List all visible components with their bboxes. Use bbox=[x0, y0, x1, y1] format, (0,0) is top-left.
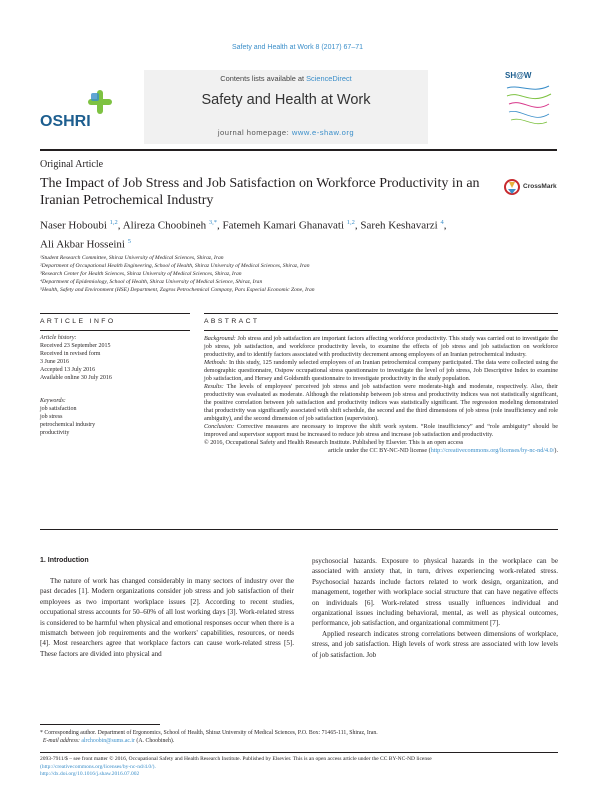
section-rule bbox=[204, 313, 558, 314]
section-rule bbox=[40, 529, 558, 530]
history-item: Available online 30 July 2016 bbox=[40, 375, 112, 381]
license-prefix: article under the CC BY-NC-ND license ( bbox=[328, 448, 431, 454]
affiliation: ⁵Health, Safety and Environment (HSE) Department, Zagros Petrochemical Company, Pars Especial Economic Zone, Iran bbox=[40, 287, 315, 293]
shaw-cover-logo bbox=[499, 70, 557, 136]
body-column-left bbox=[40, 576, 294, 659]
introduction-heading: 1. Introduction bbox=[40, 557, 89, 564]
author-affiliation-marker[interactable]: 3,* bbox=[208, 219, 217, 226]
email-suffix: (A. Choobineh). bbox=[134, 738, 175, 744]
history-item: Received 23 September 2015 bbox=[40, 343, 111, 349]
abstract-results bbox=[204, 383, 558, 423]
article-title: The Impact of Job Stress and Job Satisfaction on Workforce Productivity in an Iranian Petrochemical Industry bbox=[40, 176, 480, 208]
author[interactable]: Ali Akbar Hosseini bbox=[40, 238, 125, 251]
article-history bbox=[40, 334, 190, 382]
masthead-banner bbox=[144, 70, 428, 144]
affiliation: ¹Student Research Committee, Shiraz University of Medical Sciences, Shiraz, Iran bbox=[40, 255, 224, 261]
affiliation: ⁴Department of Epidemiology, School of Health, Shiraz University of Medical Science, Shiraz, Iran bbox=[40, 279, 263, 285]
keyword: job satisfaction bbox=[40, 406, 77, 412]
abstract-heading: ABSTRACT bbox=[204, 318, 260, 325]
article-info-heading: ARTICLE INFO bbox=[40, 318, 116, 325]
license-suffix: ). bbox=[554, 448, 558, 454]
author-affiliation-marker[interactable]: 5 bbox=[127, 237, 131, 245]
contents-prefix: Contents lists available at bbox=[220, 74, 307, 83]
journal-reference[interactable]: Safety and Health at Work 8 (2017) 67–71 bbox=[231, 44, 363, 51]
author[interactable]: Naser Hoboubi bbox=[40, 219, 107, 232]
homepage-line bbox=[144, 128, 428, 137]
abstract-text: Corrective measures are necessary to improve the shift work system. “Role insufficiency” and “role ambiguity” should be improved and supervisor support must be increased to reduce job stress and increase job satisfaction and productivity. bbox=[204, 424, 558, 438]
keywords-label: Keywords: bbox=[40, 398, 66, 404]
corresponding-author: * Corresponding author. Department of Ergonomics, School of Health, Shiraz University of Medical Sciences, P.O. Box: 71465-111, Shiraz, Iran. bbox=[40, 730, 378, 736]
copyright-block bbox=[40, 756, 560, 779]
abstract-label: Methods: bbox=[204, 360, 228, 366]
abstract-label: Results: bbox=[204, 384, 224, 390]
affiliation: ²Department of Occupational Health Engineering, School of Health, Shiraz University of Medical Sciences, Shiraz, Iran bbox=[40, 263, 310, 269]
corresponding-author-footnote bbox=[40, 729, 560, 745]
history-item: Received in revised form bbox=[40, 351, 101, 357]
crossmark-label: CrossMark bbox=[523, 183, 557, 190]
abstract-label: Background: bbox=[204, 336, 236, 342]
crossmark-icon bbox=[504, 178, 520, 198]
license-line bbox=[204, 447, 558, 455]
masthead-rule bbox=[40, 149, 557, 151]
keyword: petrochemical industry bbox=[40, 422, 96, 428]
license-link[interactable]: (http://creativecommons.org/licenses/by-nc-nd/4.0/). bbox=[40, 763, 156, 770]
body-paragraph: Applied research indicates strong correlations between dimensions of workplace, stress, and job satisfaction. High levels of work stress are associated with low levels of job satisfaction. Job bbox=[312, 629, 558, 659]
abstract-methods bbox=[204, 359, 558, 383]
oshri-logo bbox=[40, 88, 120, 132]
abstract-body bbox=[204, 335, 558, 455]
section-rule bbox=[204, 330, 558, 331]
affiliation: ³Research Center for Health Sciences, Shiraz University of Medical Sciences, Shiraz, Iran bbox=[40, 271, 242, 277]
abstract-copyright: © 2016, Occupational Safety and Health Research Institute. Published by Elsevier. This is an open access bbox=[204, 440, 464, 446]
abstract-text: In this study, 125 randomly selected employees of an Iranian petrochemical company participated. The data were collected using the demographic questionnaire, Osipow occupational stress questionnaire to investigate the level of job stress, Job Descriptive Index to examine job satisfaction, and Hersey and Goldsmith questionnaire to investigate productivity in the study population. bbox=[204, 360, 558, 382]
homepage-link[interactable]: www.e-shaw.org bbox=[291, 128, 355, 137]
affiliations bbox=[40, 254, 555, 294]
crossmark-button[interactable] bbox=[504, 178, 564, 200]
article-type: Original Article bbox=[40, 159, 104, 170]
body-column-right bbox=[312, 556, 558, 660]
email-line bbox=[40, 737, 560, 745]
abstract-label: Conclusion: bbox=[204, 424, 235, 430]
license-link[interactable]: http://creativecommons.org/licenses/by-nc-nd/4.0/ bbox=[430, 448, 555, 454]
footnote-rule bbox=[40, 724, 160, 725]
email-link[interactable]: alrchoobin@sums.ac.ir bbox=[81, 738, 135, 744]
author-affiliation-marker[interactable]: 1,2 bbox=[109, 219, 118, 226]
shaw-logo-text: SH@W bbox=[505, 71, 532, 80]
history-item: 3 June 2016 bbox=[40, 359, 69, 365]
author-affiliation-marker[interactable]: 4 bbox=[440, 219, 444, 226]
section-rule bbox=[40, 330, 190, 331]
abstract-conclusion bbox=[204, 423, 558, 439]
keyword: job stress bbox=[40, 414, 63, 420]
sciencedirect-link[interactable]: ScienceDirect bbox=[306, 74, 352, 83]
email-label: E-mail address: bbox=[42, 738, 82, 744]
doi-link[interactable]: http://dx.doi.org/10.1016/j.shaw.2016.07.002 bbox=[40, 771, 140, 778]
body-paragraph: The nature of work has changed considerably in many sectors of industry over the past decades [1]. Modern organizations consider job stress and job satisfaction of their employees as two important workplace issues [2]. According to recent studies, occupational stress accounts for 50–60% of all lost working days [3]. Work-related stress is considered to be harmful when physical and emotional responses occur when there is a mismatch between job requirements and the workers' capabilities, resources, or needs [4]. Most researchers agree that workplace factors can cause work-related stress [5]. These factors are divided into physical and bbox=[40, 577, 294, 658]
keyword: productivity bbox=[40, 430, 70, 436]
bottom-rule bbox=[40, 752, 558, 753]
body-paragraph: psychosocial hazards. Exposure to physical hazards in the workplace can be associated with anxiety that, in turn, drives experiencing work-related stress. Psychosocial hazards include factors related to work design, organization, and management, together with workplace social structure that can have negative effects on individuals [6]. Work-related stress usually influences individual and organizational issues including behavioral, mental, as well as physical outcomes, performance, job satisfaction, and organizational commitment [7]. bbox=[312, 557, 558, 628]
journal-title: Safety and Health at Work bbox=[201, 92, 371, 108]
history-item: Accepted 13 July 2016 bbox=[40, 367, 96, 373]
keywords bbox=[40, 397, 190, 437]
oshri-logo-text: OSHRI bbox=[40, 113, 91, 130]
abstract-background bbox=[204, 335, 558, 359]
author-affiliation-marker[interactable]: 1,2 bbox=[346, 219, 355, 226]
abstract-text: Job stress and job satisfaction are important factors affecting workforce productivity. This study was carried out to investigate the job stress, job satisfaction, and workforce productivity levels, to examine the effects of job stress and job satisfaction on workforce productivity, and to identify factors associated with productivity decrement among employees of an Iranian petrochemical industry. bbox=[204, 336, 558, 358]
section-rule bbox=[40, 313, 190, 314]
copyright-line: 2093-7911/$ – see front matter © 2016, Occupational Safety and Health Research Institute. Published by Elsevier. This is an open access article under the CC BY-NC-ND license bbox=[40, 756, 432, 762]
history-label: Article history: bbox=[40, 335, 77, 341]
author[interactable]: Sareh Keshavarzi bbox=[360, 219, 438, 232]
author-list: Naser Hoboubi $^{1,2}$, Alireza Choobineh $^{3,*}$, Fatemeh Kamari Ghanavati $^{1,2}$, Sareh Keshavarzi $^4$, Ali Akbar Hosseini $^5$ bbox=[40, 219, 447, 251]
journal-masthead bbox=[40, 70, 557, 148]
abstract-text: The levels of employees' perceived job stress and job satisfaction were moderate-high and moderate, respectively. Also, their productivity was evaluated as moderate. Although the relationship between job stress and productivity indices was not statistically significant, the positive correlation between job satisfaction and productivity indices was statistically significant. The regression modeling demonstrated that productivity was significantly associated with shift schedule, the second and the third dimensions of job stress (role insufficiency and role ambiguity), and the second dimension of job satisfaction (supervision). bbox=[204, 384, 558, 422]
contents-line bbox=[144, 74, 428, 83]
homepage-prefix: journal homepage: bbox=[217, 128, 292, 137]
author[interactable]: Fatemeh Kamari Ghanavati bbox=[222, 219, 345, 232]
author[interactable]: Alireza Choobineh bbox=[122, 219, 207, 232]
